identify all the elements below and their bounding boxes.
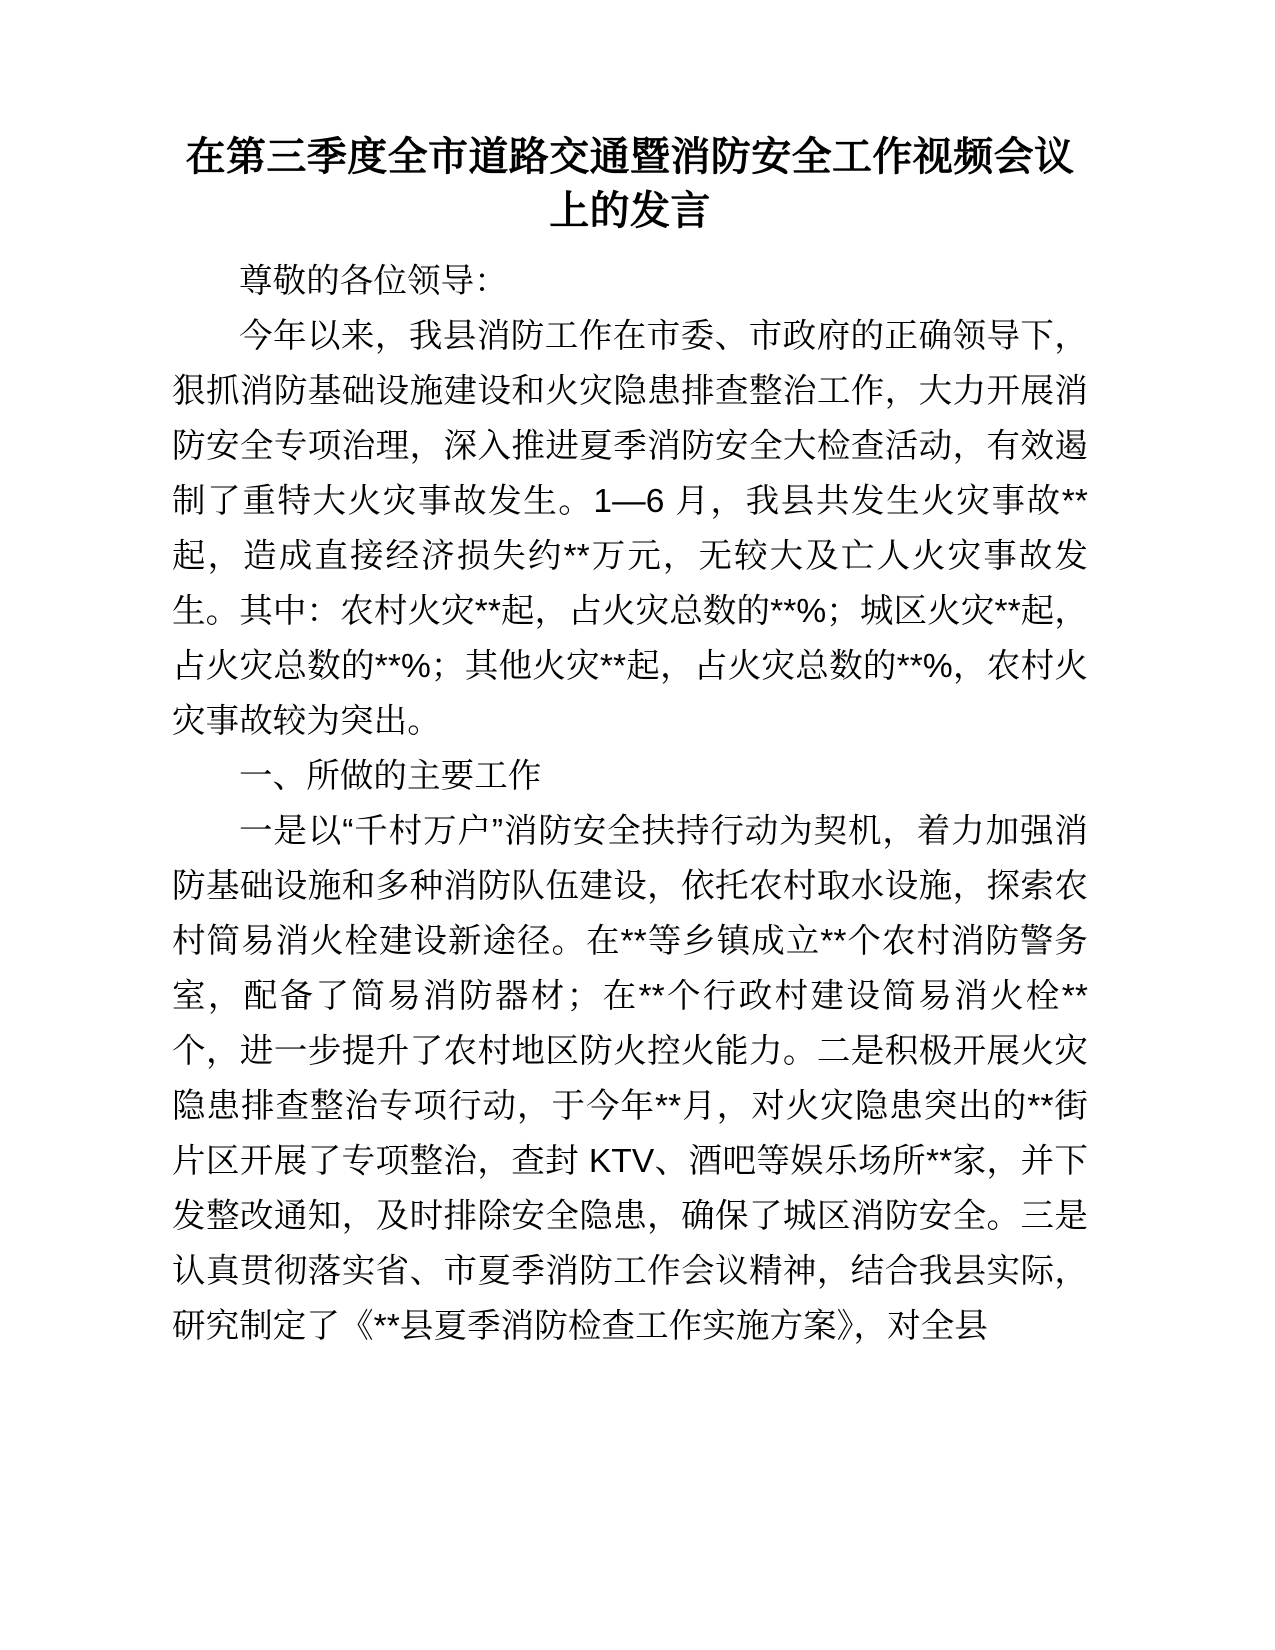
paragraph-intro: 今年以来，我县消防工作在市委、市政府的正确领导下，狠抓消防基础设施建设和火灾隐患排查整治工作，大力开展消防安全专项治理，深入推进夏季消防安全大检查活动，有效遏制了重特大火灾事故发生。1—6 月，我县共发生火灾事故**起，造成直接经济损失约**万元，无较大及亡人火灾事故发生。其中：农村火灾**起，占火灾总数的**%；城区火灾**起，占火灾总数的**%；其他火灾**起，占火灾总数的**%，农村火灾事故较为突出。 <box>172 318 1088 740</box>
section-heading-one: 一、所做的主要工作 <box>239 758 542 795</box>
paragraph-section-one-body: 一是以“千村万户”消防安全扶持行动为契机，着力加强消防基础设施和多种消防队伍建设，依托农村取水设施，探索农村简易消火栓建设新途径。在**等乡镇成立**个农村消防警务室，配备了简易消防器材；在**个行政村建设简易消火栓**个，进一步提升了农村地区防火控火能力。二是积极开展火灾隐患排查整治专项行动，于今年**月，对火灾隐患突出的**街片区开展了专项整治，查封 KTV、酒吧等娱乐场所**家，并下发整改通知，及时排除安全隐患，确保了城区消防安全。三是认真贯彻落实省、市夏季消防工作会议精神，结合我县实际，研究制定了《**县夏季消防检查工作实施方案》，对全县 <box>172 813 1088 1345</box>
salutation-line: 尊敬的各位领导： <box>239 263 508 300</box>
page-title: 在第三季度全市道路交通暨消防安全工作视频会议上的发言 <box>185 135 1075 233</box>
document-content <box>172 130 1088 1354</box>
